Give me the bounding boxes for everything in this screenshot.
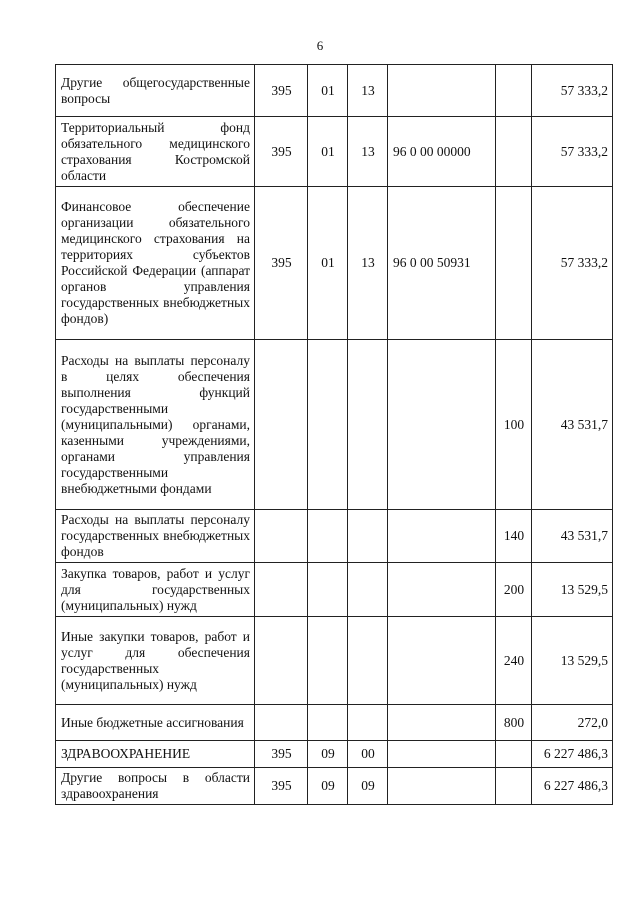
- row-expense-type: [496, 65, 532, 117]
- row-subsection-code: 09: [348, 768, 388, 805]
- row-subsection-code: 13: [348, 117, 388, 187]
- row-section-code: [308, 340, 348, 510]
- row-expense-type: [496, 187, 532, 340]
- table-row: [56, 187, 613, 340]
- row-admin-code: 395: [255, 768, 308, 805]
- row-name: Расходы на выплаты персоналу государственных внебюджетных фондов: [56, 510, 255, 563]
- page-number: 6: [316, 38, 324, 53]
- row-name: Другие общегосударственные вопросы: [56, 65, 255, 117]
- row-subsection-code: [348, 340, 388, 510]
- row-target-code: [388, 510, 496, 563]
- row-target-code: [388, 768, 496, 805]
- row-name: Финансовое обеспечение организации обязательного медицинского страхования на территориях субъектов Российской Федерации (аппарат органов управления государственных внебюджетных фондов): [56, 187, 255, 340]
- row-name: Закупка товаров, работ и услуг для государственных (муниципальных) нужд: [56, 563, 255, 617]
- row-section-code: 01: [308, 187, 348, 340]
- row-target-code: 96 0 00 00000: [388, 117, 496, 187]
- row-amount: 13 529,5: [532, 563, 613, 617]
- row-expense-type: [496, 741, 532, 768]
- table-row: [56, 340, 613, 510]
- table-row: [56, 510, 613, 563]
- row-name: Территориальный фонд обязательного медицинского страхования Костромской области: [56, 117, 255, 187]
- row-section-code: 09: [308, 768, 348, 805]
- row-expense-type: [496, 117, 532, 187]
- row-amount: 57 333,2: [532, 187, 613, 340]
- row-admin-code: [255, 617, 308, 705]
- row-subsection-code: [348, 705, 388, 741]
- row-subsection-code: 00: [348, 741, 388, 768]
- row-admin-code: 395: [255, 187, 308, 340]
- row-admin-code: 395: [255, 117, 308, 187]
- row-section-code: [308, 563, 348, 617]
- row-expense-type: [496, 768, 532, 805]
- row-amount: 13 529,5: [532, 617, 613, 705]
- row-target-code: [388, 705, 496, 741]
- table-row: [56, 563, 613, 617]
- table-row: [56, 117, 613, 187]
- row-amount: 6 227 486,3: [532, 768, 613, 805]
- row-section-code: [308, 510, 348, 563]
- row-amount: 43 531,7: [532, 510, 613, 563]
- row-section-code: 01: [308, 117, 348, 187]
- row-expense-type: 800: [496, 705, 532, 741]
- table-row: [56, 705, 613, 741]
- row-amount: 6 227 486,3: [532, 741, 613, 768]
- row-subsection-code: [348, 617, 388, 705]
- row-expense-type: 140: [496, 510, 532, 563]
- row-name: Другие вопросы в области здравоохранения: [56, 768, 255, 805]
- row-name: ЗДРАВООХРАНЕНИЕ: [56, 741, 255, 768]
- row-name: Иные закупки товаров, работ и услуг для обеспечения государственных (муниципальных) нужд: [56, 617, 255, 705]
- row-expense-type: 200: [496, 563, 532, 617]
- row-amount: 57 333,2: [532, 65, 613, 117]
- row-amount: 43 531,7: [532, 340, 613, 510]
- row-subsection-code: 13: [348, 65, 388, 117]
- row-amount: 57 333,2: [532, 117, 613, 187]
- row-expense-type: 100: [496, 340, 532, 510]
- table-row: [56, 741, 613, 768]
- row-name: Расходы на выплаты персоналу в целях обеспечения выполнения функций государственными (муниципальными) органами, казенными учреждениями, органами управления государственными внебюджетными фондами: [56, 340, 255, 510]
- row-target-code: [388, 617, 496, 705]
- row-target-code: [388, 563, 496, 617]
- row-section-code: [308, 617, 348, 705]
- row-amount: 272,0: [532, 705, 613, 741]
- table-row: [56, 768, 613, 805]
- row-admin-code: [255, 510, 308, 563]
- row-target-code: [388, 340, 496, 510]
- row-admin-code: [255, 705, 308, 741]
- row-subsection-code: [348, 510, 388, 563]
- table-row: [56, 617, 613, 705]
- row-section-code: 01: [308, 65, 348, 117]
- row-admin-code: [255, 563, 308, 617]
- row-name: Иные бюджетные ассигнования: [56, 705, 255, 741]
- row-section-code: [308, 705, 348, 741]
- row-section-code: 09: [308, 741, 348, 768]
- row-subsection-code: [348, 563, 388, 617]
- row-admin-code: 395: [255, 741, 308, 768]
- row-target-code: [388, 741, 496, 768]
- budget-table: [55, 64, 613, 805]
- row-target-code: [388, 65, 496, 117]
- row-admin-code: [255, 340, 308, 510]
- row-target-code: 96 0 00 50931: [388, 187, 496, 340]
- row-subsection-code: 13: [348, 187, 388, 340]
- row-admin-code: 395: [255, 65, 308, 117]
- row-expense-type: 240: [496, 617, 532, 705]
- table-row: [56, 65, 613, 117]
